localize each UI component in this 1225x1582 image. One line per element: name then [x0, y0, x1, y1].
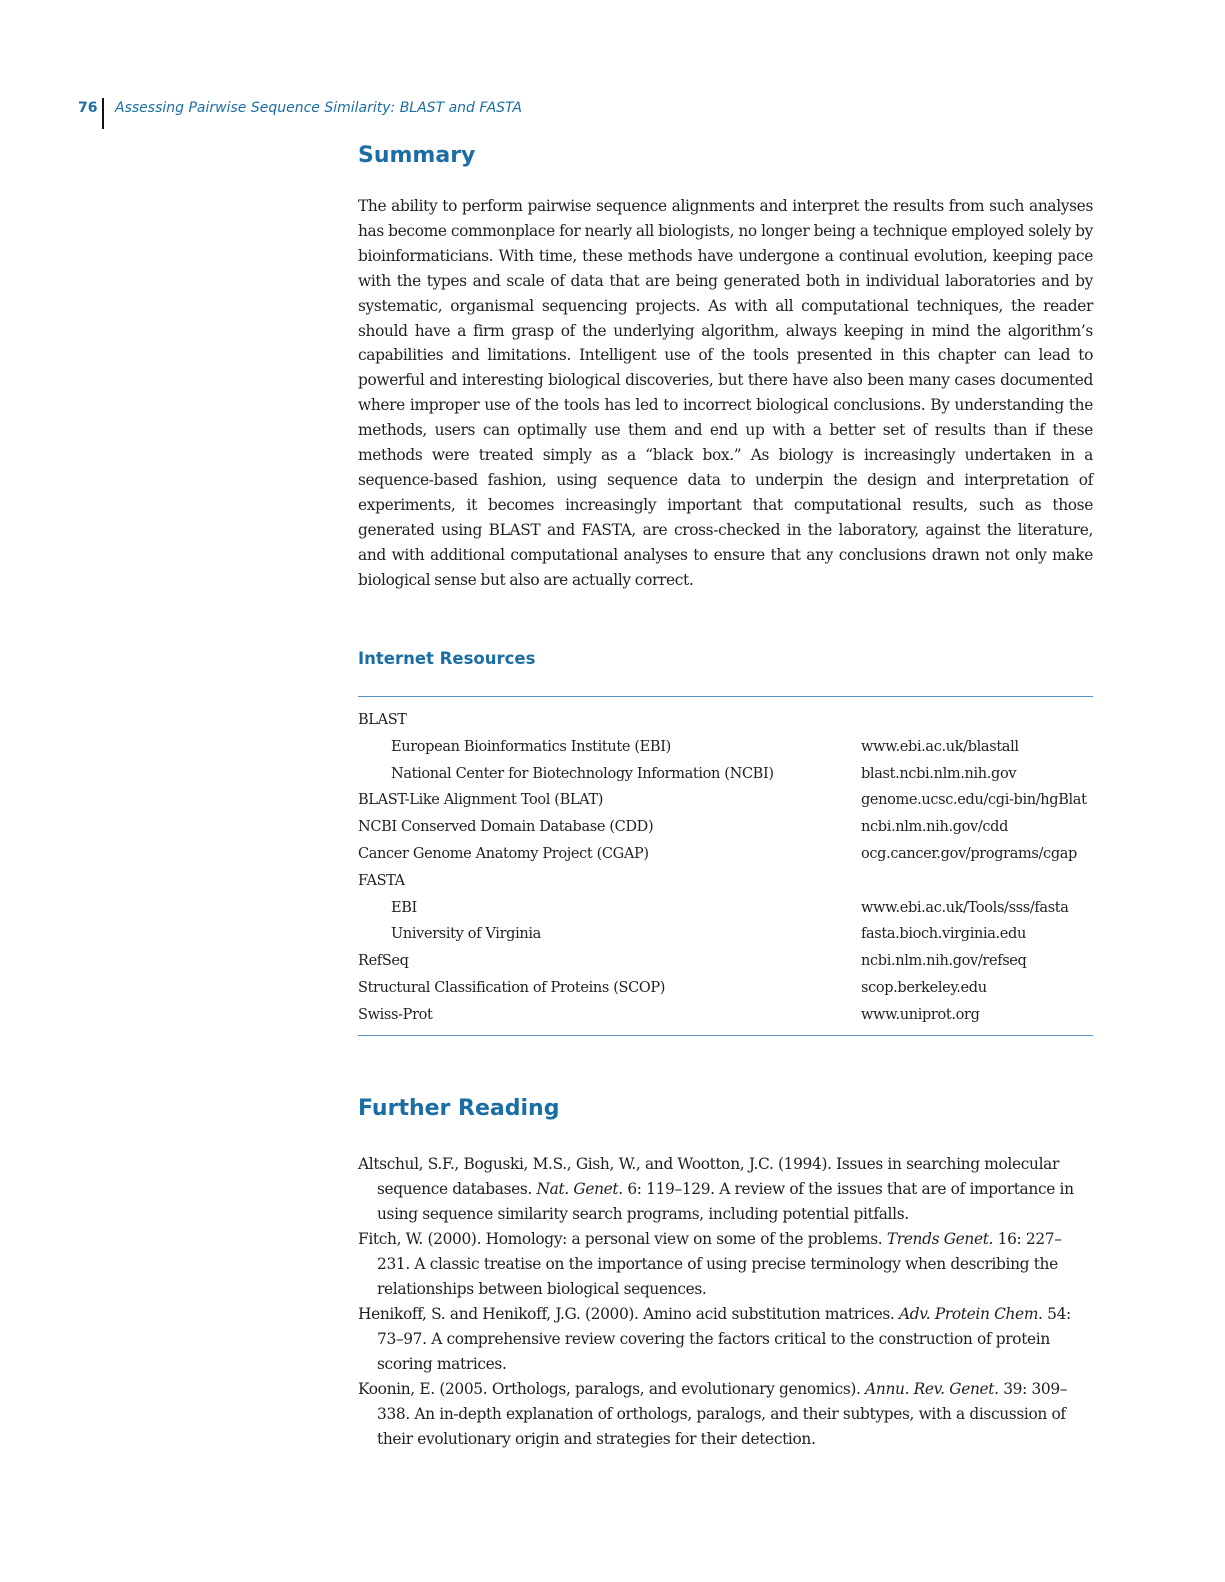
- resource-name: EBI: [391, 899, 417, 916]
- resource-row: [358, 948, 1093, 975]
- resource-name: BLAST-Like Alignment Tool (BLAT): [358, 792, 604, 809]
- resource-name: Structural Classification of Proteins (SCOP): [358, 979, 666, 996]
- running-title: Assessing Pairwise Sequence Similarity: BLAST and FASTA: [115, 100, 522, 116]
- resource-url[interactable]: ncbi.nlm.nih.gov/cdd: [861, 819, 1009, 836]
- resource-name: University of Virginia: [391, 926, 541, 943]
- resource-url[interactable]: www.ebi.ac.uk/Tools/sss/fasta: [861, 899, 1069, 916]
- resource-url[interactable]: www.uniprot.org: [861, 1006, 980, 1023]
- resource-url[interactable]: genome.ucsc.edu/cgi-bin/hgBlat: [861, 792, 1087, 809]
- reference-text: 39: 309–338. An in-depth explanation of orthologs, paralogs, and their subtypes, with a discussion of their evolutionary origin and strategies for their detection.: [377, 1380, 1068, 1448]
- reference-text: Altschul, S.F., Boguski, M.S., Gish, W., and Wootton, J.C. (1994). Issues in searching molecular sequence databases.: [358, 1155, 1059, 1198]
- resource-row: [358, 975, 1093, 1002]
- reference-entry: [358, 1302, 1093, 1377]
- resource-url[interactable]: blast.ncbi.nlm.nih.gov: [861, 765, 1017, 782]
- resource-row: [358, 868, 1093, 895]
- resource-url[interactable]: ocg.cancer.gov/programs/cgap: [861, 845, 1077, 862]
- reference-text: Henikoff, S. and Henikoff, J.G. (2000). Amino acid substitution matrices.: [358, 1305, 899, 1323]
- further-reading-list: [358, 1152, 1093, 1452]
- header-rule: [102, 98, 104, 129]
- internet-resources-heading: Internet Resources: [358, 649, 536, 668]
- internet-resources-table: [358, 696, 1093, 1036]
- reference-entry: [358, 1377, 1093, 1452]
- resource-name: FASTA: [358, 872, 405, 889]
- reference-entry: [358, 1227, 1093, 1302]
- page-number: 76: [78, 100, 98, 116]
- resource-row: [358, 841, 1093, 868]
- resource-row: [358, 814, 1093, 841]
- running-head: [0, 98, 700, 130]
- resource-row: [358, 921, 1093, 948]
- resource-row: [358, 707, 1093, 734]
- resource-row: [358, 1002, 1093, 1029]
- resource-name: NCBI Conserved Domain Database (CDD): [358, 819, 654, 836]
- further-reading-heading: Further Reading: [358, 1096, 560, 1121]
- resource-name: National Center for Biotechnology Information (NCBI): [391, 765, 774, 782]
- reference-text: 16: 227–231. A classic treatise on the importance of using precise terminology when describing the relationships between biological sequences.: [377, 1230, 1062, 1298]
- resource-row: [358, 895, 1093, 922]
- reference-text: 54: 73–97. A comprehensive review covering the factors critical to the construction of protein scoring matrices.: [377, 1305, 1071, 1373]
- resource-url[interactable]: fasta.bioch.virginia.edu: [861, 926, 1026, 943]
- summary-heading: Summary: [358, 143, 476, 168]
- resource-row: [358, 734, 1093, 761]
- resource-url[interactable]: www.ebi.ac.uk/blastall: [861, 738, 1019, 755]
- resource-url[interactable]: scop.berkeley.edu: [861, 979, 987, 996]
- reference-journal: Trends Genet.: [886, 1230, 994, 1248]
- resource-name: European Bioinformatics Institute (EBI): [391, 738, 671, 755]
- reference-journal: Annu. Rev. Genet.: [865, 1380, 999, 1398]
- resource-name: Swiss-Prot: [358, 1006, 433, 1023]
- resource-name: BLAST: [358, 712, 407, 728]
- reference-text: Koonin, E. (2005. Orthologs, paralogs, and evolutionary genomics).: [358, 1380, 866, 1398]
- resource-name: RefSeq: [358, 953, 409, 970]
- resource-row: [358, 761, 1093, 788]
- reference-text: 6: 119–129. A review of the issues that are of importance in using sequence similarity search programs, including potential pitfalls.: [377, 1180, 1074, 1223]
- resource-row: [358, 787, 1093, 814]
- reference-journal: Nat. Genet.: [536, 1180, 623, 1198]
- resource-name: Cancer Genome Anatomy Project (CGAP): [358, 845, 649, 862]
- reference-text: Fitch, W. (2000). Homology: a personal view on some of the problems.: [358, 1230, 887, 1248]
- reference-journal: Adv. Protein Chem.: [899, 1305, 1043, 1323]
- summary-paragraph: The ability to perform pairwise sequence alignments and interpret the results from such analyses has become commonplace for nearly all biologists, no longer being a technique employed solely by bioinformaticians. With time, these methods have undergone a continual evolution, keeping pace with the types and scale of data that are being generated both in individual laboratories and by systematic, organismal sequencing projects. As with all computational techniques, the reader should have a firm grasp of the underlying algorithm, always keeping in mind the algorithm’s capabilities and limitations. Intelligent use of the tools presented in this chapter can lead to powerful and interesting biological discoveries, but there have also been many cases documented where improper use of the tools has led to incorrect biological conclusions. By understanding the methods, users can optimally use them and end up with a better set of results than if these methods were treated simply as a “black box.” As biology is increasingly undertaken in a sequence-based fashion, using sequence data to underpin the design and interpretation of experiments, it becomes increasingly important that computational results, such as those generated using BLAST and FASTA, are cross-checked in the laboratory, against the literature, and with additional computational analyses to ensure that any conclusions drawn not only make biological sense but also are actually correct.: [358, 197, 1093, 589]
- reference-entry: [358, 1152, 1093, 1227]
- resource-url[interactable]: ncbi.nlm.nih.gov/refseq: [861, 953, 1027, 970]
